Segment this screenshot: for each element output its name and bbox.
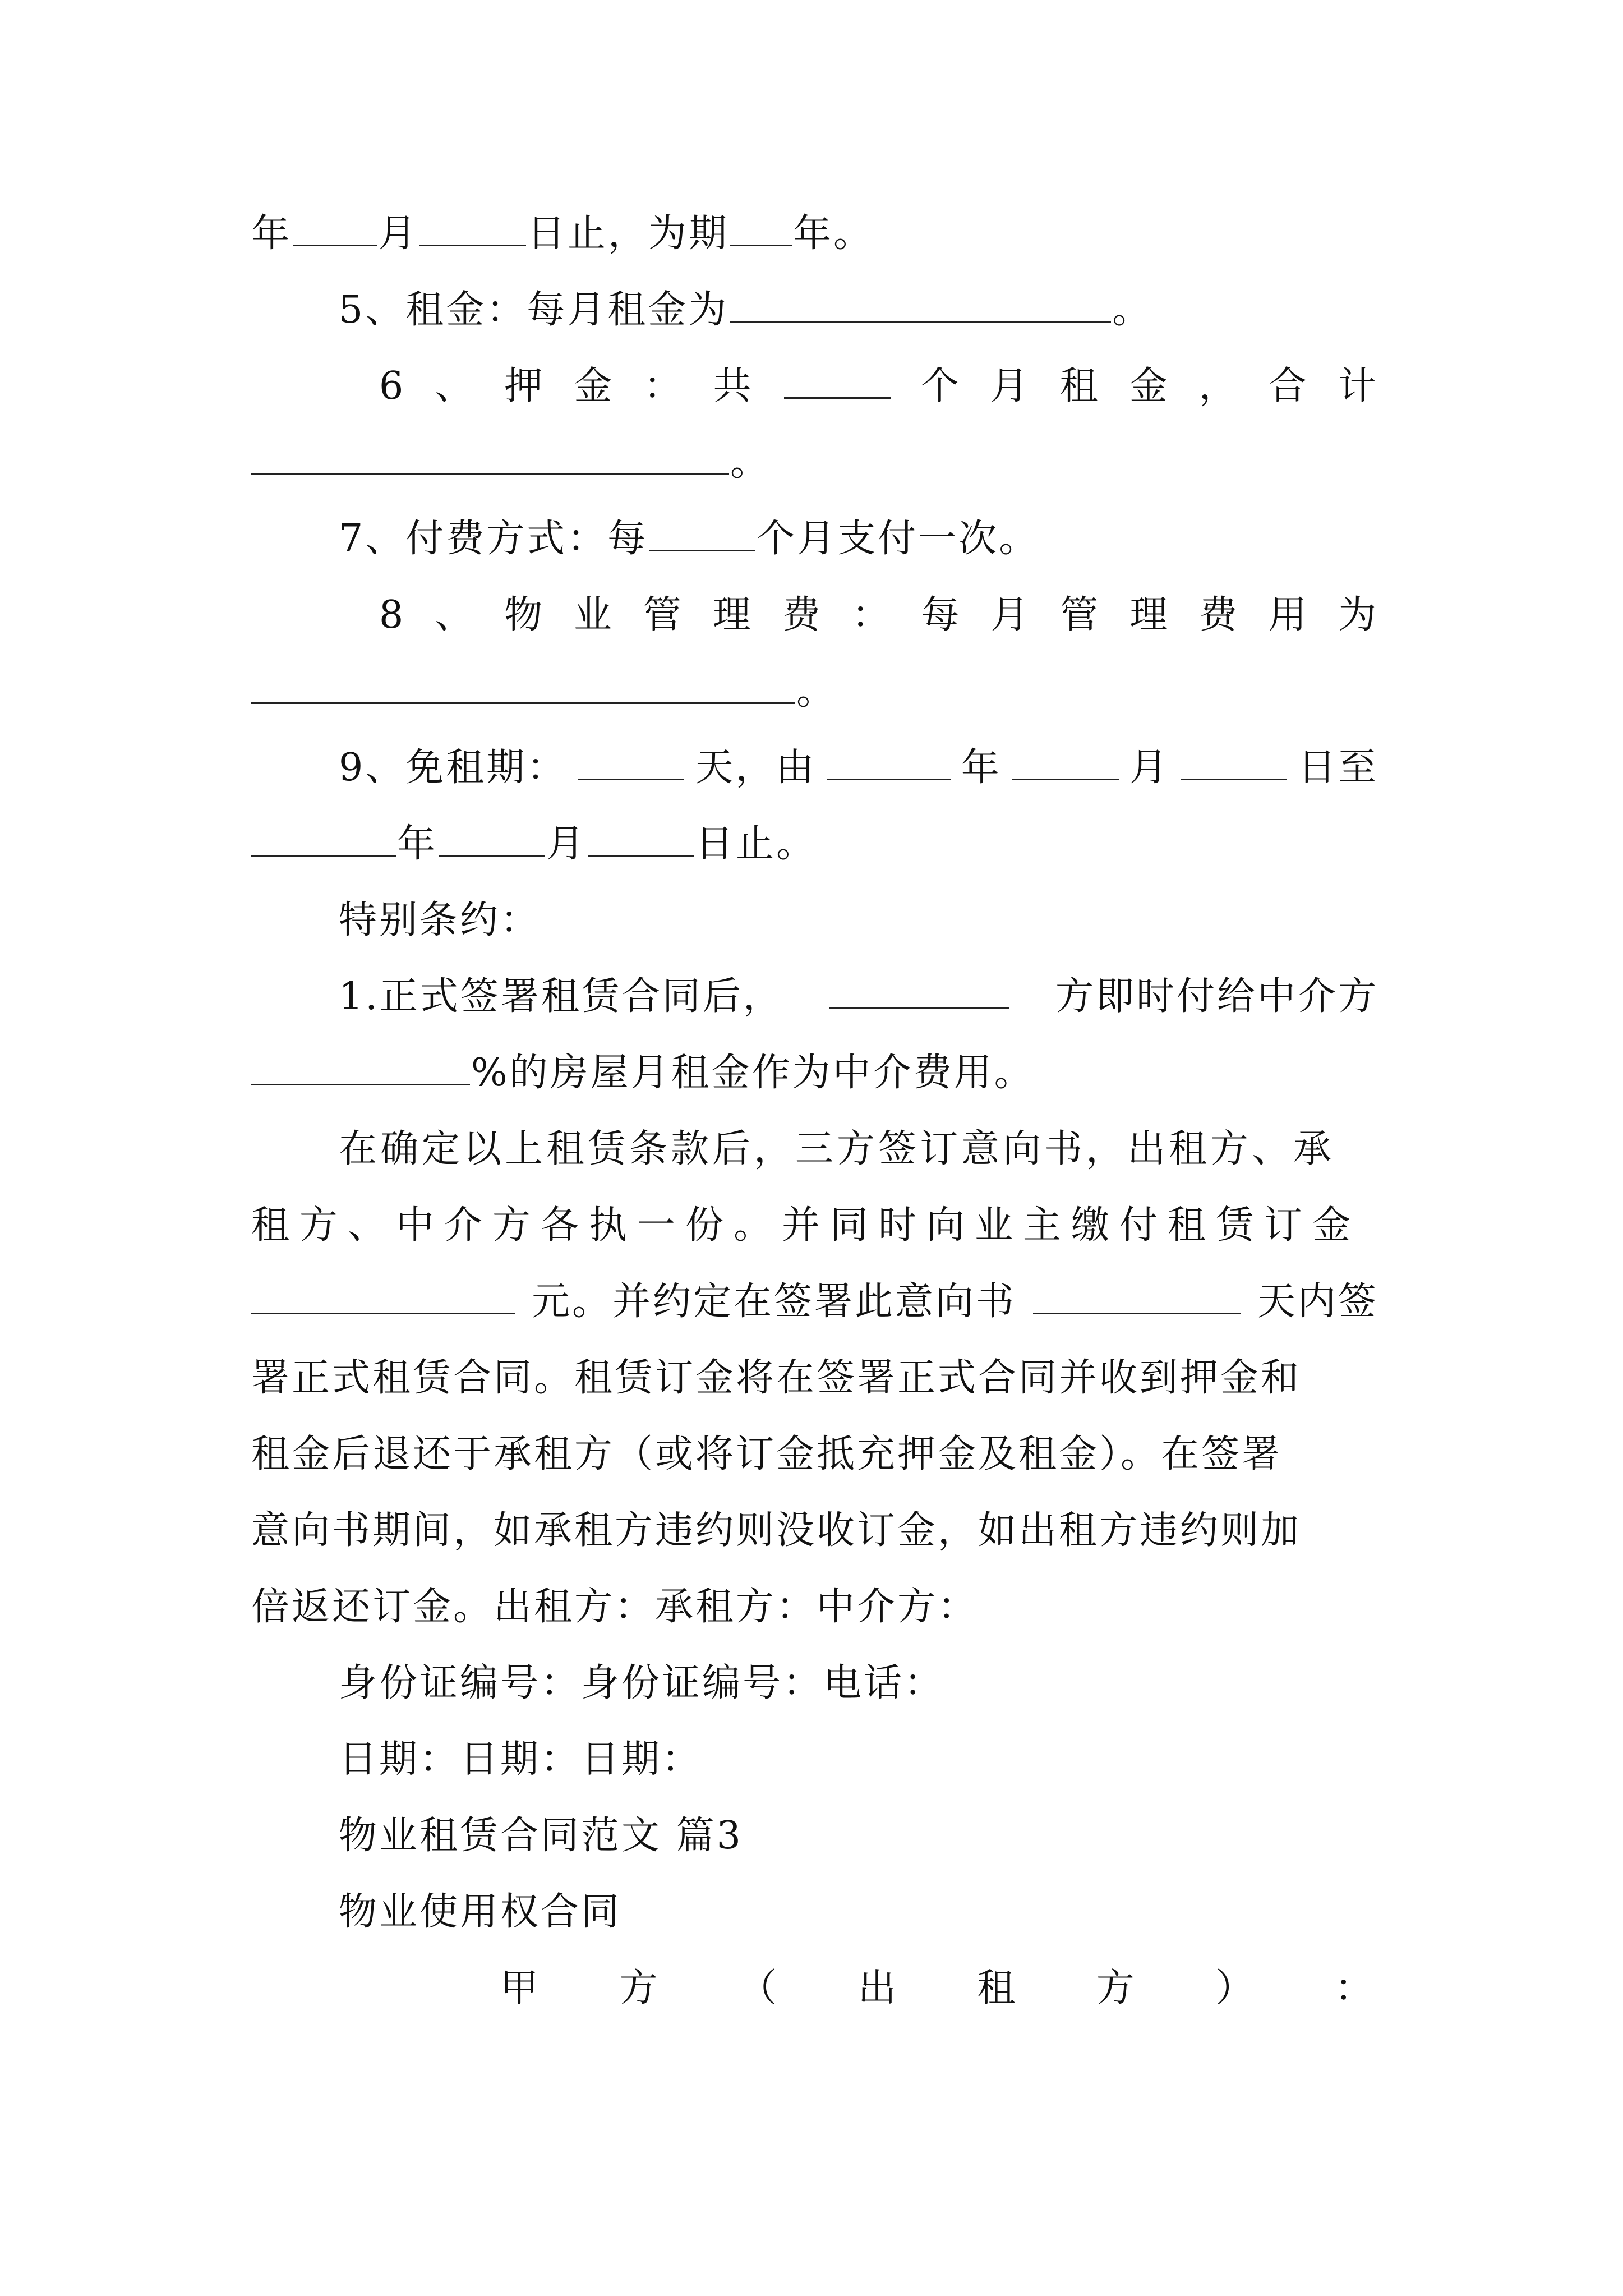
- text: 日期：日期：日期：: [339, 1737, 703, 1782]
- text: 日止。: [695, 822, 817, 866]
- text: 租金后退还于承租方（或将订金抵充押金及租金）。在签署: [251, 1432, 1283, 1476]
- paragraph-line: [251, 1200, 1378, 1251]
- char: 方: [619, 1966, 660, 2010]
- text: 在确定以上租赁条款后，三方签订意向书，出租方、承: [339, 1127, 1335, 1171]
- special-terms-heading: [339, 895, 1378, 946]
- agency-fee-line: [339, 972, 1378, 1022]
- text: 年。: [793, 211, 874, 256]
- char: ：: [1334, 1966, 1375, 2010]
- blank-total: [251, 440, 729, 475]
- deposit-total-line: [251, 438, 1378, 488]
- text: 特别条约：: [339, 898, 541, 942]
- blank-day: [1181, 745, 1287, 780]
- char: 管: [643, 593, 684, 637]
- id-number-line: [339, 1658, 1378, 1709]
- char: 出: [857, 1966, 898, 2010]
- text: 身份证编号：身份证编号：电话：: [339, 1661, 945, 1705]
- text: 天内签: [1257, 1280, 1378, 1324]
- char: 甲: [500, 1966, 541, 2010]
- blank-year: [827, 745, 951, 780]
- blank-months: [784, 364, 891, 399]
- text: 月: [378, 211, 419, 256]
- management-fee-amount-line: [251, 666, 1378, 717]
- char: 押: [504, 364, 545, 408]
- blank-payment-months: [649, 516, 755, 551]
- agency-fee-percent-line: [251, 1048, 1378, 1098]
- text: 。: [730, 440, 771, 485]
- management-fee-line: [379, 590, 1378, 641]
- blank-day: [588, 821, 694, 857]
- signature-parties-line: [251, 1582, 1378, 1632]
- text: 方即时付给中介方: [1055, 974, 1378, 1019]
- char: 理: [1129, 593, 1170, 637]
- text: 。: [1112, 288, 1153, 332]
- text: 月: [546, 822, 587, 866]
- text: 元。并约定在签署此意向书: [531, 1280, 1016, 1324]
- blank-party: [829, 974, 1009, 1009]
- text: 5、租金：每月租金为: [339, 288, 729, 332]
- text: 署正式租赁合同。租赁订金将在签署正式合同并收到押金和: [251, 1356, 1302, 1400]
- text: 日至: [1297, 746, 1378, 790]
- blank-fee: [251, 669, 795, 704]
- payment-line: [339, 514, 1378, 564]
- text: 年: [251, 211, 292, 256]
- char: 6: [379, 364, 406, 408]
- paragraph-line: [251, 1429, 1378, 1480]
- blank-month: [439, 821, 545, 857]
- deposit-days-line: [251, 1277, 1378, 1327]
- char: 月: [990, 364, 1031, 408]
- rent-free-end-line: [251, 819, 1378, 869]
- text: 物业使用权合同: [339, 1890, 622, 1934]
- char: 月: [990, 593, 1031, 637]
- text: 9、免租期：: [339, 746, 568, 790]
- term-end-line: [251, 209, 1378, 259]
- text: 租方、中介方各执一份。并同时向业主缴付租赁订金: [251, 1203, 1361, 1248]
- blank-year: [251, 821, 396, 857]
- char: 合: [1268, 364, 1309, 408]
- char: ，: [1198, 364, 1239, 408]
- char: 、: [435, 593, 476, 637]
- char: 理: [712, 593, 753, 637]
- blank-percent: [251, 1050, 470, 1085]
- party-a-line: [500, 1963, 1375, 2014]
- rent-line: [339, 285, 1378, 335]
- char: 费: [1199, 593, 1240, 637]
- text: 1.正式签署租赁合同后，: [339, 974, 783, 1019]
- char: 为: [1338, 593, 1378, 637]
- char: 、: [435, 364, 476, 408]
- paragraph-line: [251, 1353, 1378, 1404]
- char: 金: [1129, 364, 1170, 408]
- text: 7、付费方式：每: [339, 517, 648, 561]
- text: 倍返还订金。出租方：承租方：中介方：: [251, 1585, 979, 1629]
- char: ：: [643, 364, 684, 408]
- char: ）: [1215, 1966, 1256, 2010]
- blank-month: [293, 211, 377, 246]
- contract-title: [339, 1887, 1378, 1938]
- char: 租: [1059, 364, 1100, 408]
- char: ：: [851, 593, 892, 637]
- text: 年: [961, 746, 1002, 790]
- blank-rent: [730, 287, 1111, 323]
- char: 物: [504, 593, 545, 637]
- date-line: [339, 1734, 1378, 1785]
- char: 用: [1269, 593, 1310, 637]
- char: 业: [573, 593, 614, 637]
- char: 方: [1096, 1966, 1137, 2010]
- text: 年: [397, 822, 438, 866]
- text: 物业租赁合同范文 篇3: [339, 1814, 743, 1858]
- text: 天，由: [695, 746, 817, 790]
- char: 费: [782, 593, 823, 637]
- blank-day: [419, 211, 526, 246]
- text: 意向书期间，如承租方违约则没收订金，如出租方违约则加: [251, 1508, 1302, 1553]
- char: 管: [1060, 593, 1101, 637]
- char: 个: [920, 364, 961, 408]
- char: 计: [1338, 364, 1378, 408]
- char: 8: [379, 593, 406, 637]
- blank-sign-days: [1033, 1279, 1241, 1314]
- paragraph-line: [251, 1506, 1378, 1556]
- text: 月: [1129, 746, 1170, 790]
- rent-free-line: [339, 743, 1378, 793]
- char: 每: [921, 593, 962, 637]
- char: （: [739, 1966, 780, 2010]
- char: 金: [574, 364, 615, 408]
- blank-years: [730, 211, 792, 246]
- char: 租: [977, 1966, 1018, 2010]
- blank-deposit-amount: [251, 1279, 515, 1314]
- text: 个月支付一次。: [757, 517, 1040, 561]
- blank-days: [578, 745, 684, 780]
- text: %的房屋月租金作为中介费用。: [471, 1051, 1035, 1095]
- blank-month: [1012, 745, 1119, 780]
- char: 共: [713, 364, 754, 408]
- text: 日止，为期: [527, 211, 730, 256]
- deposit-line: [379, 361, 1378, 412]
- paragraph-line: [339, 1124, 1378, 1175]
- text: 。: [796, 669, 837, 714]
- section-title: [339, 1811, 1378, 1861]
